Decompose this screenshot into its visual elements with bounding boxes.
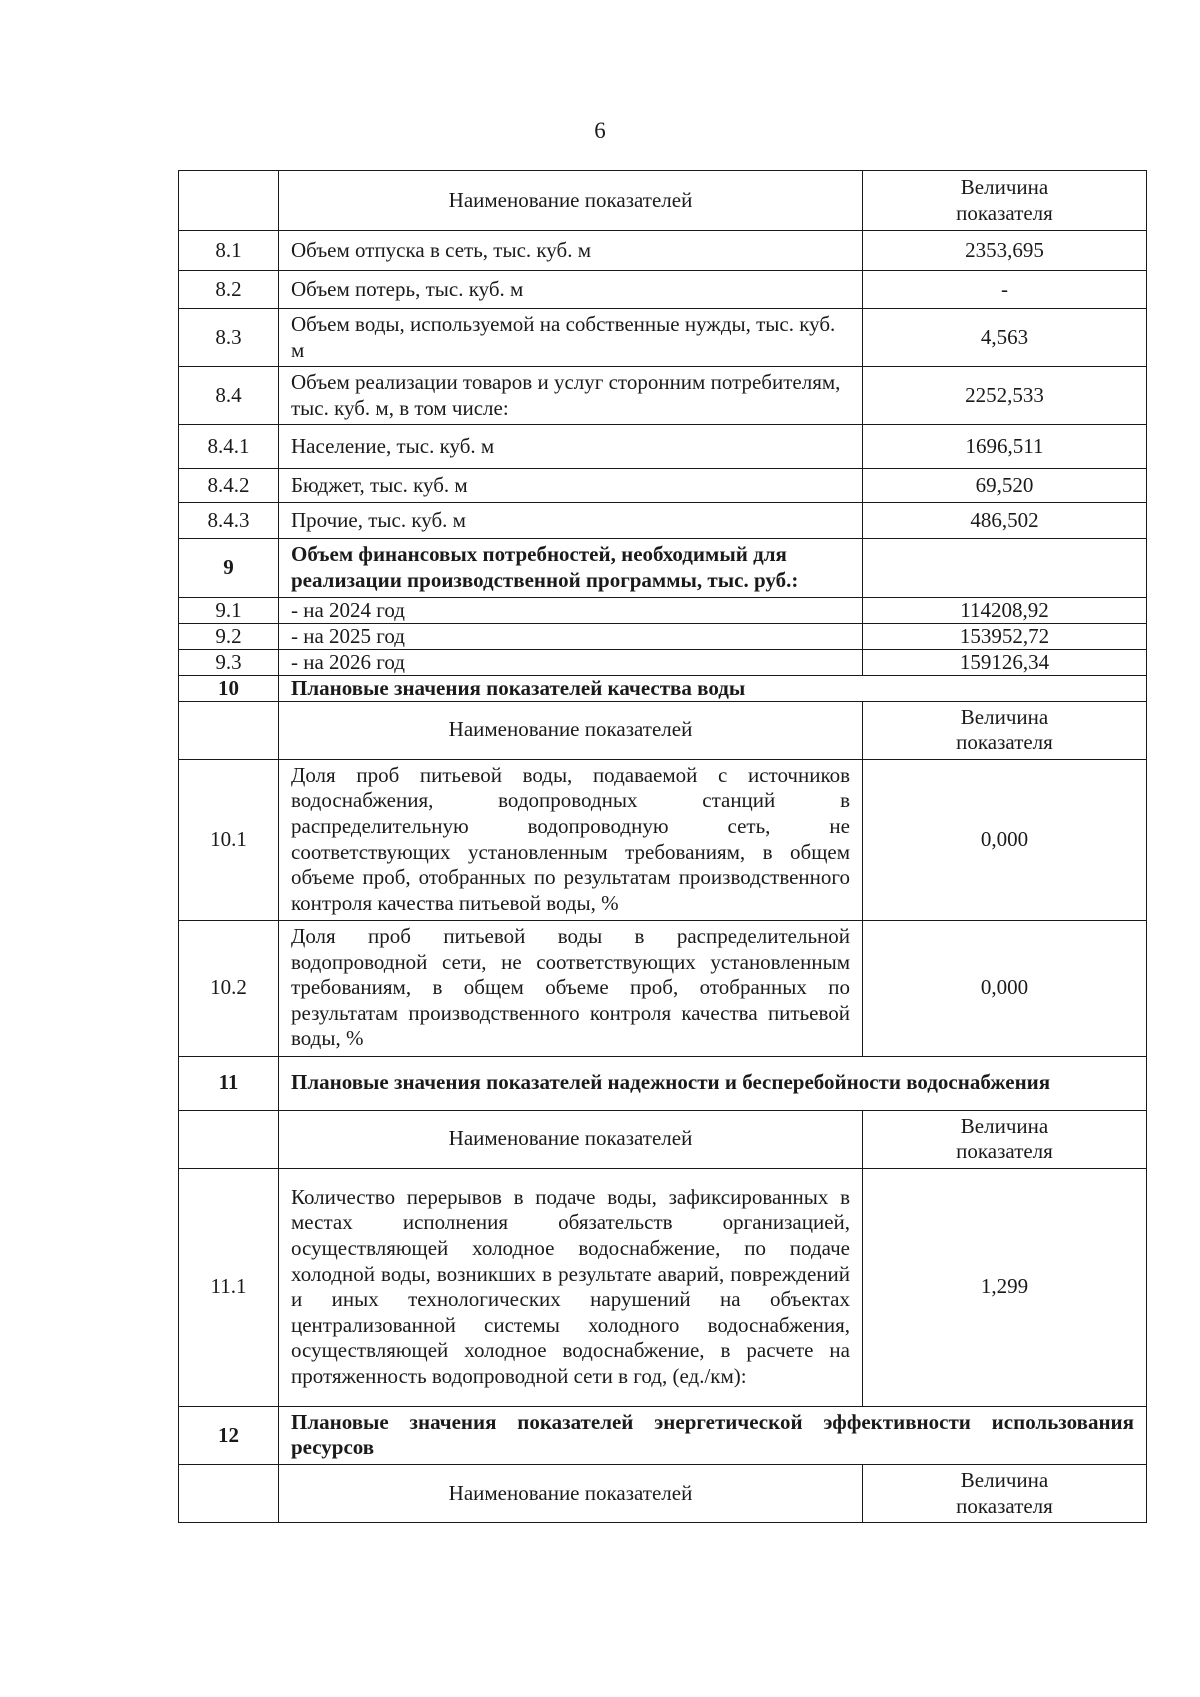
header-name-cell: Наименование показателей	[279, 1110, 863, 1168]
section-row	[179, 539, 1147, 597]
header-value-cell	[863, 171, 1147, 231]
row-value: 2353,695	[863, 231, 1147, 271]
table-row	[179, 920, 1147, 1056]
header-value-line2: показателя	[956, 200, 1053, 225]
row-name: Объем реализации товаров и услуг сторонним потребителям, тыс. куб. м, в том числе:	[279, 367, 863, 425]
row-name: Объем отпуска в сеть, тыс. куб. м	[279, 231, 863, 271]
indicators-table	[178, 170, 1147, 1523]
header-value-line2: показателя	[956, 730, 1053, 755]
row-number: 8.2	[179, 271, 279, 309]
table-row	[179, 597, 1147, 623]
row-value: 1,299	[863, 1168, 1147, 1406]
row-name: - на 2026 год	[279, 649, 863, 675]
table-row	[179, 231, 1147, 271]
row-number: 9	[179, 539, 279, 597]
table-header-row	[179, 1464, 1147, 1522]
row-name: Доля проб питьевой воды в распределительной водопроводной сети, не соответствующих установленным требованиям, в общем объеме проб, отобранных по результатам производственного контроля качества питьевой воды, %	[279, 920, 863, 1056]
header-value-line2: показателя	[956, 1139, 1053, 1164]
section-number: 12	[179, 1406, 279, 1464]
header-value-cell	[863, 1110, 1147, 1168]
table-header-row	[179, 171, 1147, 231]
header-value-line1: Величина	[960, 1113, 1049, 1138]
section-number: 11	[179, 1056, 279, 1110]
row-value: 4,563	[863, 309, 1147, 367]
row-value: 69,520	[863, 469, 1147, 503]
table-row	[179, 759, 1147, 920]
table-row	[179, 1168, 1147, 1406]
section-title: Плановые значения показателей энергетической эффективности использования ресурсов	[279, 1406, 1147, 1464]
header-value-cell	[863, 1464, 1147, 1522]
row-value: 159126,34	[863, 649, 1147, 675]
row-name: - на 2025 год	[279, 623, 863, 649]
section-row	[179, 1056, 1147, 1110]
table-row	[179, 649, 1147, 675]
header-value-line1: Величина	[960, 704, 1049, 729]
row-number: 8.3	[179, 309, 279, 367]
row-number: 10.2	[179, 920, 279, 1056]
page-number: 6	[594, 118, 606, 143]
table-row	[179, 425, 1147, 469]
header-value-line1: Величина	[960, 174, 1049, 199]
row-number: 8.4.3	[179, 503, 279, 539]
table-row	[179, 623, 1147, 649]
row-value: 153952,72	[863, 623, 1147, 649]
row-name: Прочие, тыс. куб. м	[279, 503, 863, 539]
row-number: 9.3	[179, 649, 279, 675]
row-number: 10.1	[179, 759, 279, 920]
header-value-line1: Величина	[960, 1467, 1049, 1492]
table-row	[179, 367, 1147, 425]
section-row	[179, 1406, 1147, 1464]
row-name: Доля проб питьевой воды, подаваемой с источников водоснабжения, водопроводных станций в распределительную водопроводную сеть, не соответствующих установленным требованиям, в общем объеме проб, отобранных по результатам производственного контроля качества питьевой воды, %	[279, 759, 863, 920]
row-value: 486,502	[863, 503, 1147, 539]
table-header-row	[179, 1110, 1147, 1168]
table-header-row	[179, 701, 1147, 759]
row-number: 8.4.2	[179, 469, 279, 503]
row-name: Объем воды, используемой на собственные нужды, тыс. куб. м	[279, 309, 863, 367]
section-title: Плановые значения показателей качества воды	[279, 675, 1147, 701]
row-value: 1696,511	[863, 425, 1147, 469]
row-name: - на 2024 год	[279, 597, 863, 623]
table-row	[179, 309, 1147, 367]
table-row	[179, 271, 1147, 309]
row-value: 0,000	[863, 920, 1147, 1056]
header-num-cell	[179, 171, 279, 231]
section-title: Плановые значения показателей надежности и бесперебойности водоснабжения	[279, 1056, 1147, 1110]
row-number: 8.4.1	[179, 425, 279, 469]
table-row	[179, 469, 1147, 503]
section-number: 10	[179, 675, 279, 701]
row-number: 9.2	[179, 623, 279, 649]
row-value: 0,000	[863, 759, 1147, 920]
header-value-line2: показателя	[956, 1493, 1053, 1518]
row-number: 11.1	[179, 1168, 279, 1406]
header-num-cell	[179, 1464, 279, 1522]
table-row	[179, 503, 1147, 539]
row-name: Объем финансовых потребностей, необходимый для реализации производственной программы, тыс. руб.:	[279, 539, 863, 597]
row-value: -	[863, 271, 1147, 309]
header-name-cell: Наименование показателей	[279, 701, 863, 759]
row-value: 2252,533	[863, 367, 1147, 425]
header-name-cell: Наименование показателей	[279, 171, 863, 231]
row-number: 9.1	[179, 597, 279, 623]
row-name: Объем потерь, тыс. куб. м	[279, 271, 863, 309]
header-name-cell: Наименование показателей	[279, 1464, 863, 1522]
row-number: 8.1	[179, 231, 279, 271]
row-name: Количество перерывов в подаче воды, зафиксированных в местах исполнения обязательств организацией, осуществляющей холодное водоснабжение, по подаче холодной воды, возникших в результате аварий, повреждений и иных технологических нарушений на объектах централизованной системы холодного водоснабжения, осуществляющей холодное водоснабжение, в расчете на протяженность водопроводной сети в год, (ед./км):	[279, 1168, 863, 1406]
row-number: 8.4	[179, 367, 279, 425]
section-row	[179, 675, 1147, 701]
header-num-cell	[179, 1110, 279, 1168]
row-value	[863, 539, 1147, 597]
header-value-cell	[863, 701, 1147, 759]
row-value: 114208,92	[863, 597, 1147, 623]
row-name: Бюджет, тыс. куб. м	[279, 469, 863, 503]
row-name: Население, тыс. куб. м	[279, 425, 863, 469]
header-num-cell	[179, 701, 279, 759]
